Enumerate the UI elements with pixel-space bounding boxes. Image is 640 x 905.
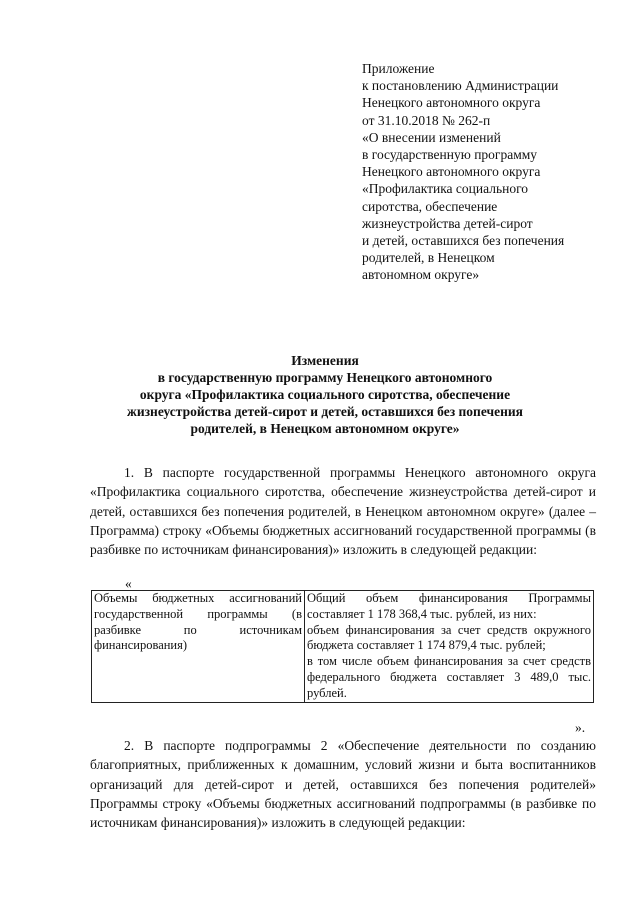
table-right-cell — [305, 591, 594, 703]
title-line: жизнеустройства детей-сирот и детей, оставшихся без попечения — [127, 404, 523, 419]
appendix-line: к постановлению Администрации — [362, 78, 559, 94]
item-1-number: 1. — [124, 465, 135, 480]
appendix-line: от 31.10.2018 № 262-п — [362, 112, 491, 128]
funding-federal: в том числе объем финансирования за счет средств федерального бюджета составляет 3 489,0 тыс. рублей. — [307, 654, 591, 700]
appendix-line: в государственную программу — [362, 147, 538, 163]
appendix-line: Ненецкого автономного округа — [362, 95, 541, 111]
appendix-line: автономном округе» — [362, 267, 480, 283]
appendix-line: «О внесении изменений — [362, 129, 501, 145]
title-line: родителей, в Ненецком автономном округе» — [190, 421, 460, 436]
appendix-line: Приложение — [362, 61, 435, 76]
quote-close: ». — [575, 720, 586, 735]
passport-table — [91, 590, 594, 703]
appendix-line: Ненецкого автономного округа — [362, 164, 541, 180]
table-left-cell: Объемы бюджетных ассигнований государственной программы (в разбивке по источникам финансирования) — [92, 591, 305, 703]
appendix-header — [362, 60, 632, 284]
appendix-line: родителей, в Ненецком — [362, 250, 495, 266]
appendix-line: жизнеустройства детей-сирот — [362, 215, 533, 231]
funding-regional: объем финансирования за счет средств окружного бюджета составляет 1 174 879,4 тыс. рублей; — [307, 622, 591, 653]
item-1-paragraph — [90, 463, 596, 559]
funding-total: Общий объем финансирования Программы составляет 1 178 368,4 тыс. рублей, из них: — [307, 591, 591, 621]
appendix-line: «Профилактика социального — [362, 181, 529, 197]
item-2-paragraph — [90, 736, 596, 832]
title-line: Изменения — [291, 353, 359, 368]
item-2-number: 2. — [124, 738, 135, 753]
item-2-text: В паспорте подпрограммы 2 «Обеспечение деятельности по созданию благоприятных, приближенных к домашним, условий жизни и быта воспитанников организаций для детей-сирот и детей, оставшихся без попечения родителей» Программы строку «Объемы бюджетных ассигнований подпрограммы (в разбивке по источникам финансирования)» изложить в следующей редакции: — [90, 738, 596, 831]
title-line: округа «Профилактика социального сиротства, обеспечение — [139, 387, 511, 402]
quote-open: « — [125, 576, 132, 591]
appendix-line: и детей, оставшихся без попечения — [362, 233, 565, 249]
table-row — [92, 591, 594, 703]
title-line: в государственную программу Ненецкого автономного — [157, 370, 493, 385]
item-1-text: В паспорте государственной программы Ненецкого автономного округа «Профилактика социального сиротства, обеспечение жизнеустройства детей-сирот и детей, оставшихся без попечения родителей, в Ненецком автономном округе» (далее – Программа) строку «Объемы бюджетных ассигнований государственной программы (в разбивке по источникам финансирования)» изложить в следующей редакции: — [90, 465, 596, 558]
appendix-line: сиротства, обеспечение — [362, 198, 498, 214]
document-title — [60, 352, 590, 437]
